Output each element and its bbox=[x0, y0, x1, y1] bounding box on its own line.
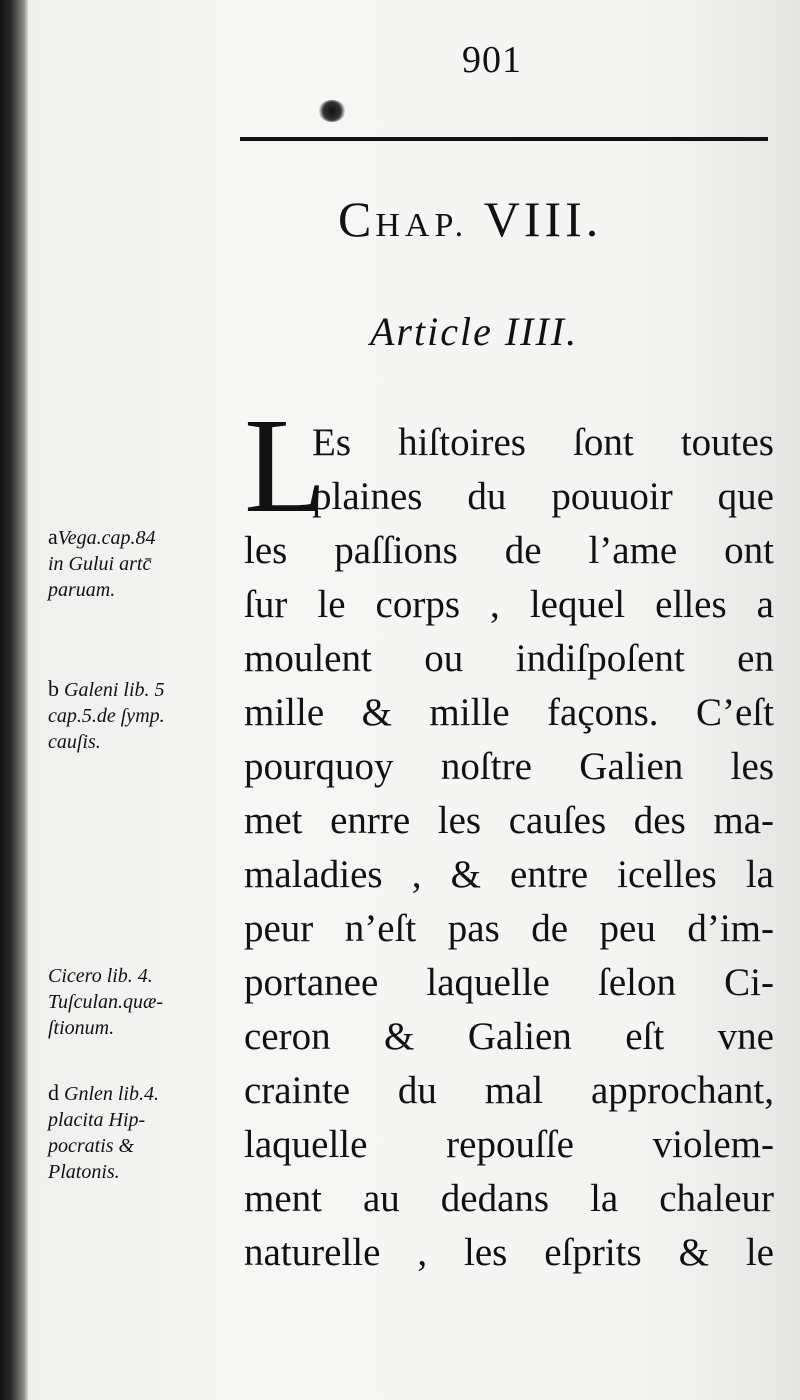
chapter-label: CHAP. bbox=[338, 191, 469, 247]
page-number: 901 bbox=[462, 39, 522, 81]
note-letter: b bbox=[48, 676, 59, 701]
note-letter: a bbox=[48, 524, 58, 549]
header-rule bbox=[240, 137, 768, 141]
body-line: crainte du mal approchant, bbox=[244, 1069, 774, 1112]
margin-note-c bbox=[48, 962, 240, 1041]
body-line: naturelle , les eſprits & le bbox=[244, 1231, 774, 1274]
note-line: in Gului artc̄ bbox=[48, 553, 152, 575]
note-line: Cicero lib. 4. bbox=[48, 965, 153, 987]
body-text bbox=[244, 416, 774, 1280]
margin-note-d bbox=[48, 1080, 240, 1185]
body-line: ſur le corps , lequel elles a bbox=[244, 583, 774, 626]
body-line: met enrre les cauſes des ma- bbox=[244, 799, 774, 842]
body-line: moulent ou indiſpoſent en bbox=[244, 637, 774, 680]
body-line: Es hiſtoires ſont toutes bbox=[312, 421, 774, 464]
note-line: paruam. bbox=[48, 579, 116, 601]
margin-note-b bbox=[48, 676, 240, 755]
note-line: Tuſculan.quæ- bbox=[48, 991, 164, 1013]
margin-note-a bbox=[48, 524, 240, 603]
note-line: Galeni lib. 5 bbox=[64, 679, 165, 701]
note-line: Gnlen lib.4. bbox=[64, 1083, 159, 1105]
note-letter: d bbox=[48, 1080, 59, 1105]
note-line: pocratis & bbox=[48, 1135, 135, 1157]
body-line: maladies , & entre icelles la bbox=[244, 853, 774, 896]
chapter-title bbox=[338, 190, 602, 248]
body-line: les paſſions de l’ame ont bbox=[244, 529, 774, 572]
body-line: ment au dedans la chaleur bbox=[244, 1177, 774, 1220]
body-line: peur n’eſt pas de peu d’im- bbox=[244, 907, 774, 950]
body-line: pourquoy noſtre Galien les bbox=[244, 745, 774, 788]
body-line: portanee laquelle ſelon Ci- bbox=[244, 961, 774, 1004]
ink-blot bbox=[318, 100, 346, 122]
page-gutter-shadow bbox=[0, 0, 28, 1400]
note-line: ſtionum. bbox=[48, 1017, 115, 1039]
note-line: Platonis. bbox=[48, 1161, 120, 1183]
drop-cap: L bbox=[244, 391, 328, 541]
article-title: Article IIII. bbox=[370, 309, 579, 354]
body-line: plaines du pouuoir que bbox=[312, 475, 774, 518]
note-line: cauſis. bbox=[48, 731, 101, 753]
body-line: mille & mille façons. C’eſt bbox=[244, 691, 774, 734]
note-line: placita Hip- bbox=[48, 1109, 146, 1131]
note-line: Vega.cap.84 bbox=[57, 527, 156, 549]
body-line: laquelle repouſſe violem- bbox=[244, 1123, 774, 1166]
note-line: cap.5.de ſymp. bbox=[48, 705, 165, 727]
body-line: ceron & Galien eſt vne bbox=[244, 1015, 774, 1058]
chapter-numeral: VIII. bbox=[483, 191, 603, 247]
